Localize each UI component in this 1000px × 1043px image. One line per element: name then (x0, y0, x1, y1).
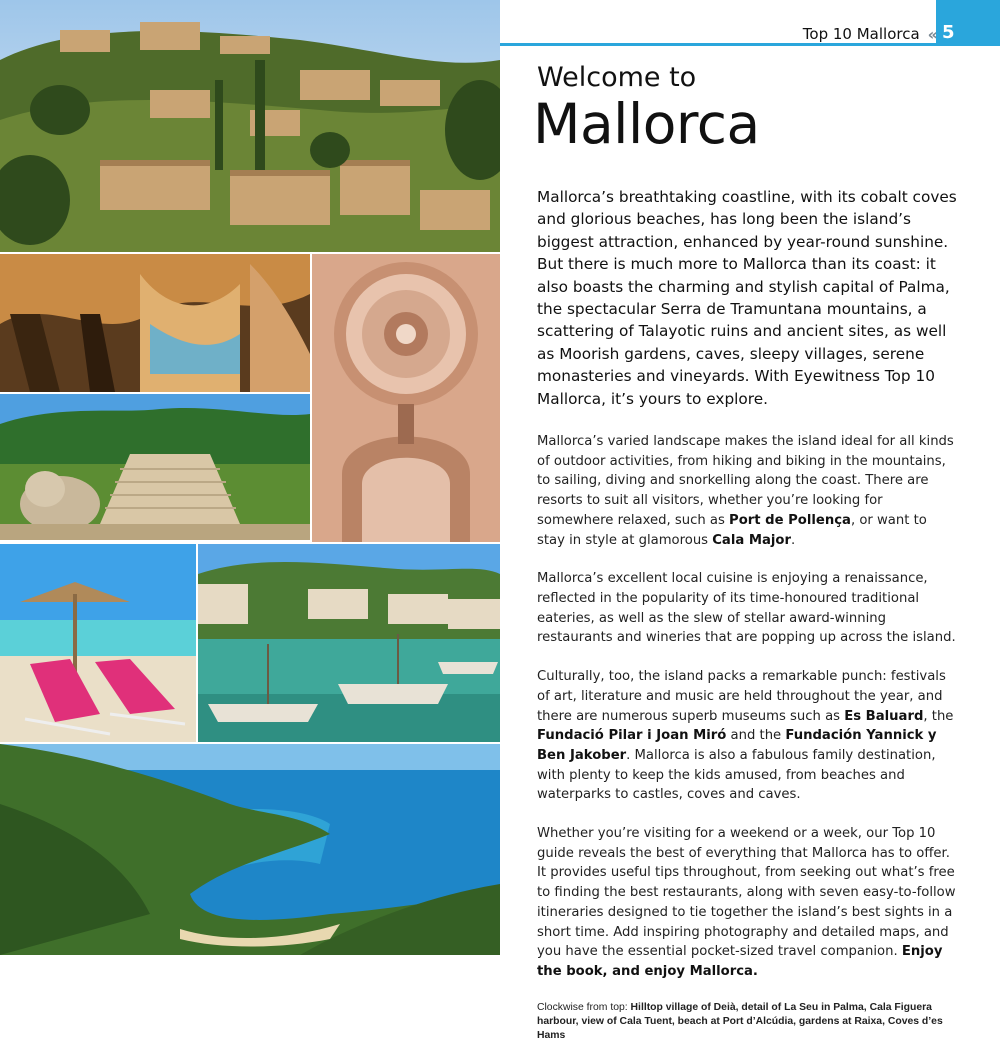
caption-text: Hilltop village of Deià, detail of La Seu in Palma, Cala Figuera harbour, view of Cala Tuent, beach at Port d’Alcúdia, gardens at Raixa, Coves d’es Hams (537, 1001, 943, 1041)
rose-window-photo (312, 254, 500, 542)
running-header (803, 22, 936, 46)
photo-caption (537, 1001, 957, 1043)
text-run: . (790, 532, 796, 548)
paragraph-activities (537, 432, 957, 550)
museum-name: Fundación Yannick y Ben Jakober (537, 728, 937, 763)
section-title: Top 10 Mallorca (802, 25, 920, 43)
text-run: and the (726, 728, 786, 744)
article-body (537, 186, 957, 1043)
cove-photo (0, 744, 500, 955)
museum-name: Fundació Pilar i Joan Miró (537, 728, 727, 744)
village-photo (0, 0, 500, 252)
page-title: Mallorca (533, 92, 760, 156)
beach-photo (0, 544, 196, 742)
paragraph-guide (537, 824, 957, 982)
page-number: 5 (936, 0, 1000, 46)
museum-name: Es Baluard (844, 708, 924, 724)
paragraph-cuisine: Mallorca’s excellent local cuisine is enjoying a renaissance, reflected in the popularity of its time-honoured traditional eateries, as well as the slew of stellar award-winning restaurants and wineries that are popping up across the island. (537, 571, 956, 646)
text-run: Mallorca’s varied landscape makes the island ideal for all kinds of outdoor activities, from hiking and biking in the mountains, to sailing, diving and snorkelling along the coast. There are resorts to suit all visitors, whether you’re looking for somewhere relaxed, such as (537, 434, 954, 528)
text-run: . Mallorca is also a fabulous family destination, with plenty to keep the kids amused, from beaches and waterparks to castles, coves and caves. (537, 747, 936, 803)
place-name: Cala Major (712, 532, 791, 548)
text-run: , or want to stay in style at glamorous (537, 512, 927, 548)
page-kicker: Welcome to (537, 62, 697, 93)
closing-line: Enjoy the book, and enjoy Mallorca. (537, 944, 943, 979)
garden-photo (0, 394, 310, 540)
intro-paragraph: Mallorca’s breathtaking coastline, with its cobalt coves and glorious beaches, has long been the island’s biggest attraction, enhanced by year-round sunshine. But there is much more to Mallorca than its coast: it also boasts the charming and stylish capital of Palma, the spectacular Serra de Tramuntana mountains, a scattering of Talayotic ruins and ancient sites, as well as Moorish gardens, caves, sleepy villages, serene monasteries and vineyards. With Eyewitness Top 10 Mallorca, it’s yours to explore. (537, 188, 957, 408)
place-name: Port de Pollença (729, 512, 851, 528)
cave-photo (0, 254, 310, 392)
text-run: Whether you’re visiting for a weekend or a week, our Top 10 guide reveals the best of everything that Mallorca has to offer. It provides useful tips throughout, from seeking out what’s free to finding the best restaurants, along with seven easy-to-follow itineraries designed to tie together the island’s best sights in a short time. Add inspiring photography and detailed maps, and you have the essential pocket-sized travel companion. (537, 826, 956, 960)
text-run: Culturally, too, the island packs a remarkable punch: festivals of art, literature and music are held throughout the year, and there are numerous superb museums such as (537, 669, 946, 724)
paragraph-culture (537, 667, 957, 805)
caption-lead: Clockwise from top: (537, 1001, 631, 1013)
harbour-photo (198, 544, 500, 742)
text-run: , the (923, 708, 954, 724)
photo-collage (0, 0, 500, 955)
chevron-left-icon: « (927, 24, 936, 44)
